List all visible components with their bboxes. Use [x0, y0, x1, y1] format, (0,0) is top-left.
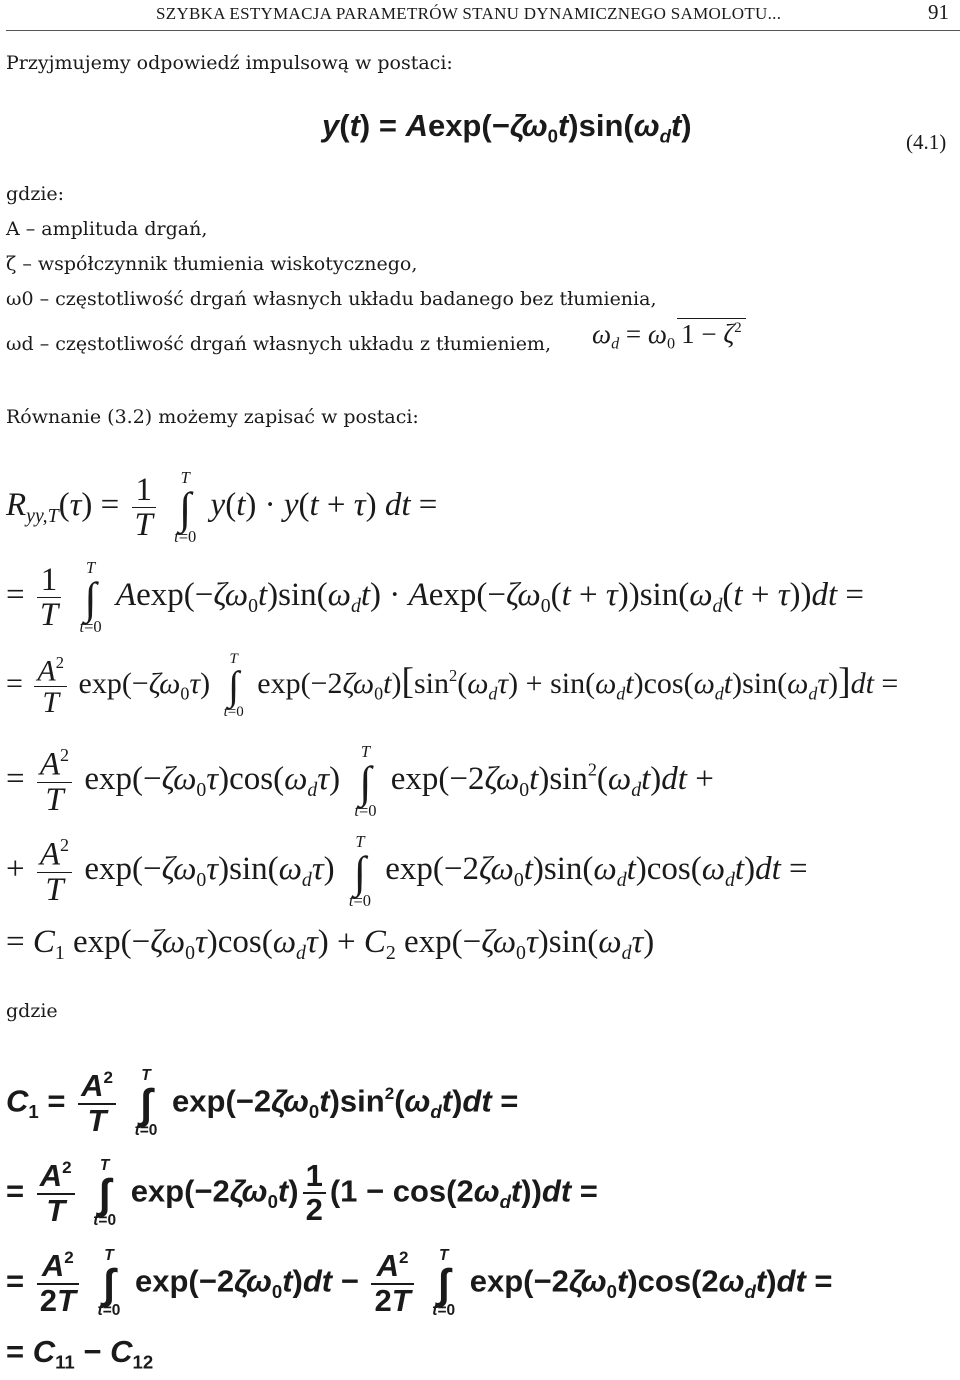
definition-amplitude: A – amplituda drgań, — [6, 218, 208, 240]
equation-intro: Równanie (3.2) możemy zapisać w postaci: — [6, 406, 419, 428]
running-header — [156, 0, 781, 25]
omega-d-formula: $\omega_d = \omega_0$ $1 - \zeta^2$ — [592, 318, 746, 354]
equation-4-1-render: $y(t) = Aexp(-\zeta\omega_0t)\sin(\omega_dt)$ — [322, 108, 692, 147]
header-rule — [6, 30, 960, 31]
derivation-line-2: = $\frac{1}{T}$ T ∫ t=0 $Aexp(-\zeta\omega_0t)\sin(\omega_dt) \cdot Aexp(-\zeta\omega_0(t + \tau))\sin(\omega_d(t + \tau))dt$ = — [6, 558, 865, 636]
derivation-line-1: $R_{yy,T}(\tau)$ = $\frac{1}{T}$ T ∫ t=0 y(t) · y(t + τ) dt = — [6, 468, 438, 546]
running-header-title: SZYBKA ESTYMACJA PARAMETRÓW STANU DYNAMICZNEGO SAMOLOTU... — [156, 4, 782, 23]
derivation-line-3: = $\frac{A^2}{T}$ $\exp(-\zeta\omega_0\tau)$ T ∫ t=0 $\exp(-2\zeta\omega_0t)[\sin^2(\omega_d\tau) + \sin(\omega_dt)\cos(\omega_dt)\sin(\omega_d\tau)]dt$ = — [6, 651, 899, 721]
derivation-line-6: = $C_1$ $\exp(-\zeta\omega_0\tau)\cos(\omega_d\tau) + C_2$ $\exp(-\zeta\omega_0\tau)\sin(\omega_d\tau)$ — [6, 924, 655, 964]
definition-damping: ζ – współczynnik tłumienia wiskotycznego, — [6, 253, 418, 275]
c1-line-4: = $C_{11} - C_{12}$ — [6, 1334, 154, 1373]
intro-paragraph: Przyjmujemy odpowiedź impulsową w postaci: — [6, 52, 453, 74]
definition-omega0: ω0 – częstotliwość drgań własnych układu badanego bez tłumienia, — [6, 288, 657, 310]
c1-line-1: $C_1$ = $\frac{A^2}{T}$ T ∫ t=0 $\exp(-2\zeta\omega_0t)\sin^2(\omega_dt)dt$ = — [6, 1067, 519, 1140]
equation-label-4-1: (4.1) — [906, 130, 947, 154]
derivation-line-5: + $\frac{A^2}{T}$ $\exp(-\zeta\omega_0\tau)\sin(\omega_d\tau)$ T ∫ t=0 $\exp(-2\zeta\omega_0t)\sin(\omega_dt)\cos(\omega_dt)dt$ = — [6, 832, 808, 910]
c1-line-2: = $\frac{A^2}{T}$ T ∫ t=0 $\exp(-2\zeta\omega_0t)$ $\frac{1}{2}$ $(1 - \cos(2\omega_dt))dt$ = — [6, 1157, 598, 1230]
c1-line-3: = $\frac{A^2}{2T}$ T ∫ t=0 $\exp(-2\zeta\omega_0t)dt$ − $\frac{A^2}{2T}$ T ∫ t=0 $\exp(-2\zeta\omega_0t)\cos(2\omega_dt)dt$ = — [6, 1247, 833, 1320]
derivation-line-4: = $\frac{A^2}{T}$ $\exp(-\zeta\omega_0\tau)\cos(\omega_d\tau)$ T ∫ t=0 $\exp(-2\zeta\omega_0t)\sin^2(\omega_dt)dt$ + — [6, 742, 714, 820]
definition-omegad: ωd – częstotliwość drgań własnych układu z tłumieniem, — [6, 333, 551, 355]
c1-intro: gdzie — [6, 1000, 58, 1022]
page-number: 91 — [928, 0, 949, 24]
definitions-heading: gdzie: — [6, 183, 65, 205]
equation-4-1 — [322, 108, 692, 148]
